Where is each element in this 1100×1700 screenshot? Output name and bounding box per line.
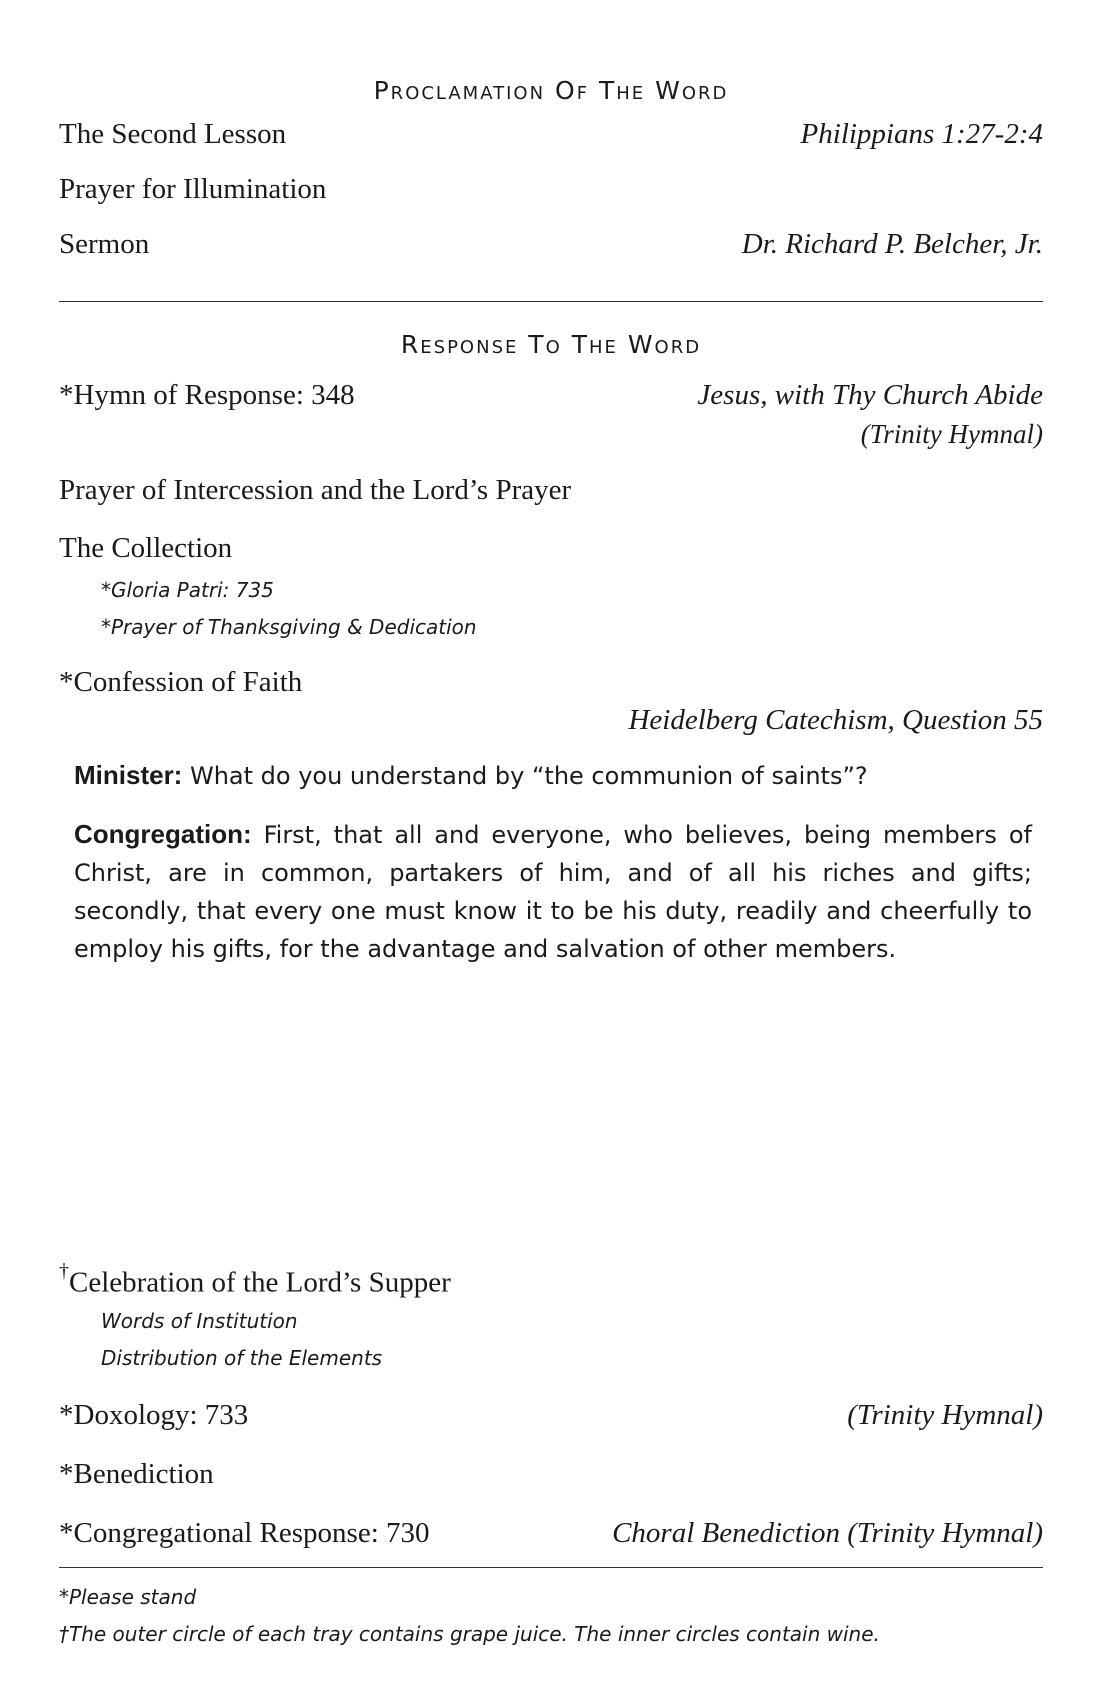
prayer-illumination-label: Prayer for Illumination [59, 173, 327, 205]
dagger-mark: † [59, 1260, 69, 1282]
doxology-source: (Trinity Hymnal) [847, 1399, 1043, 1431]
minister-text: What do you understand by “the communion of saints”? [182, 762, 868, 790]
section-divider [59, 301, 1043, 302]
intercession-label: Prayer of Intercession and the Lord’s Prayer [59, 474, 572, 506]
hymn-label: *Hymn of Response: 348 [59, 379, 355, 411]
thanksgiving-prayer-item: *Prayer of Thanksgiving & Dedication [101, 615, 477, 639]
prayer-illumination-row [59, 173, 1043, 213]
proclamation-heading: Proclamation Of The Word [373, 76, 729, 105]
confession-source-row [59, 704, 1043, 744]
minister-label: Minister: [74, 760, 183, 790]
congregation-text: First, that all and everyone, who believes, being members of Christ, are in common, partakers of him, and of all his riches and gifts; secondly, that every one must know it to be his duty, readily and cheerfully to employ his gifts, for the advantage and salvation of other members. [74, 821, 1032, 963]
benediction-row [59, 1458, 1043, 1498]
footnote-divider [59, 1567, 1043, 1568]
supper-label: Celebration of the Lord’s Supper [69, 1266, 451, 1299]
footnote-tray: †The outer circle of each tray contains grape juice. The inner circles contain wine. [59, 1622, 880, 1646]
hymn-source: (Trinity Hymnal) [860, 419, 1043, 449]
congregation-label: Congregation: [74, 819, 252, 849]
hymn-title: Jesus, with Thy Church Abide [697, 379, 1043, 411]
congregational-response-row [59, 1517, 1043, 1557]
hymn-source-row [59, 419, 1043, 459]
bulletin-page [59, 0, 1043, 1700]
benediction-label: *Benediction [59, 1458, 214, 1490]
confession-source: Heidelberg Catechism, Question 55 [628, 704, 1043, 736]
words-of-institution-item: Words of Institution [101, 1309, 298, 1333]
sermon-label: Sermon [59, 228, 150, 260]
congregation-response [74, 815, 1032, 968]
footnote-stand: *Please stand [59, 1585, 197, 1609]
gloria-patri-item: *Gloria Patri: 735 [101, 578, 274, 602]
supper-row [59, 1260, 1043, 1304]
doxology-label: *Doxology: 733 [59, 1399, 249, 1431]
second-lesson-reference: Philippians 1:27-2:4 [800, 118, 1043, 150]
hymn-row [59, 379, 1043, 419]
intercession-row [59, 474, 1043, 514]
sermon-row [59, 228, 1043, 268]
distribution-item: Distribution of the Elements [101, 1346, 383, 1370]
supper-label-wrap [59, 1260, 451, 1300]
confession-row [59, 666, 1043, 706]
sermon-preacher: Dr. Richard P. Belcher, Jr. [741, 228, 1043, 260]
collection-row [59, 532, 1043, 572]
congregational-response-source: Choral Benediction (Trinity Hymnal) [612, 1517, 1043, 1549]
minister-line [74, 756, 1032, 795]
congregational-response-label: *Congregational Response: 730 [59, 1517, 430, 1549]
confession-label: *Confession of Faith [59, 666, 303, 698]
collection-label: The Collection [59, 532, 233, 564]
response-heading: Response To The Word [400, 330, 702, 359]
second-lesson-label: The Second Lesson [59, 118, 287, 150]
doxology-row [59, 1399, 1043, 1439]
second-lesson-row [59, 118, 1043, 158]
